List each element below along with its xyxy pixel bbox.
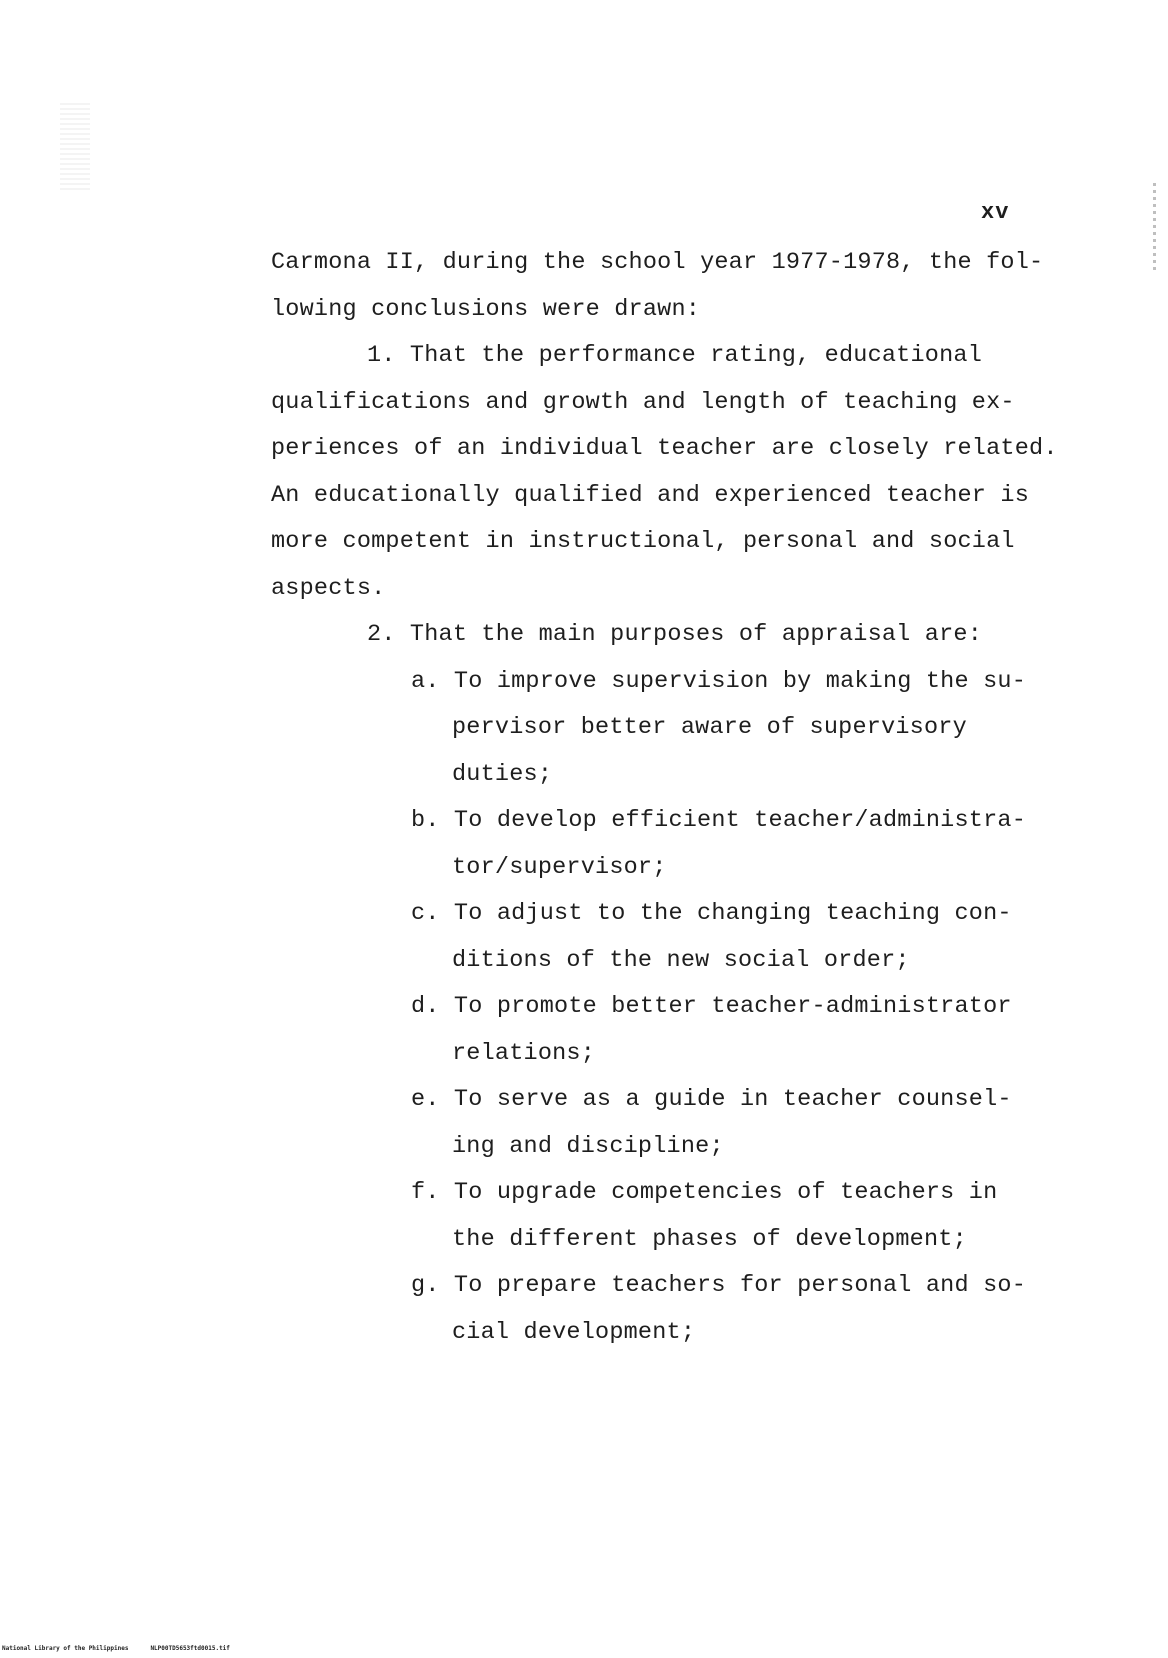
- text-line: aspects.: [271, 574, 386, 602]
- list-item-continuation: pervisor better aware of supervisory: [452, 714, 967, 741]
- file-name: NLP00TD5653ftd0015.tif: [150, 1645, 230, 1652]
- document-body: [271, 240, 1061, 1356]
- page-number: xv: [981, 200, 1010, 225]
- text-line: periences of an individual teacher are closely related.: [271, 435, 1058, 462]
- list-item: d. To promote better teacher-administrator: [411, 993, 1012, 1020]
- list-item-continuation: cial development;: [452, 1318, 696, 1346]
- scan-footer: [2, 1645, 252, 1652]
- text-line: more competent in instructional, personal and social: [271, 528, 1015, 555]
- text-line: qualifications and growth and length of teaching ex-: [271, 388, 1015, 416]
- text-line: Carmona II, during the school year 1977-1978, the fol-: [271, 249, 1044, 276]
- list-item: b. To develop efficient teacher/administra-: [411, 807, 1026, 834]
- scan-artifact-right: [1153, 180, 1156, 270]
- list-item: a. To improve supervision by making the su-: [411, 667, 1026, 695]
- text-line: lowing conclusions were drawn:: [271, 295, 701, 323]
- list-item-continuation: relations;: [452, 1039, 596, 1067]
- library-name: National Library of the Philippines: [2, 1645, 129, 1652]
- list-item-continuation: ing and discipline;: [452, 1132, 724, 1160]
- list-item-continuation: tor/supervisor;: [452, 853, 667, 881]
- list-item-continuation: the different phases of development;: [452, 1225, 967, 1253]
- list-item: e. To serve as a guide in teacher counsel-: [411, 1086, 1012, 1113]
- conclusion-1-first-line: 1. That the performance rating, educational: [367, 342, 982, 369]
- list-item: f. To upgrade competencies of teachers in: [411, 1179, 998, 1206]
- scan-artifact: [60, 100, 90, 190]
- conclusion-2-heading: 2. That the main purposes of appraisal are:: [367, 621, 982, 648]
- text-line: An educationally qualified and experienced teacher is: [271, 481, 1030, 509]
- list-item-continuation: duties;: [452, 760, 553, 788]
- list-item-continuation: ditions of the new social order;: [452, 946, 910, 974]
- list-item: g. To prepare teachers for personal and so-: [411, 1272, 1026, 1299]
- list-item: c. To adjust to the changing teaching con-: [411, 900, 1012, 927]
